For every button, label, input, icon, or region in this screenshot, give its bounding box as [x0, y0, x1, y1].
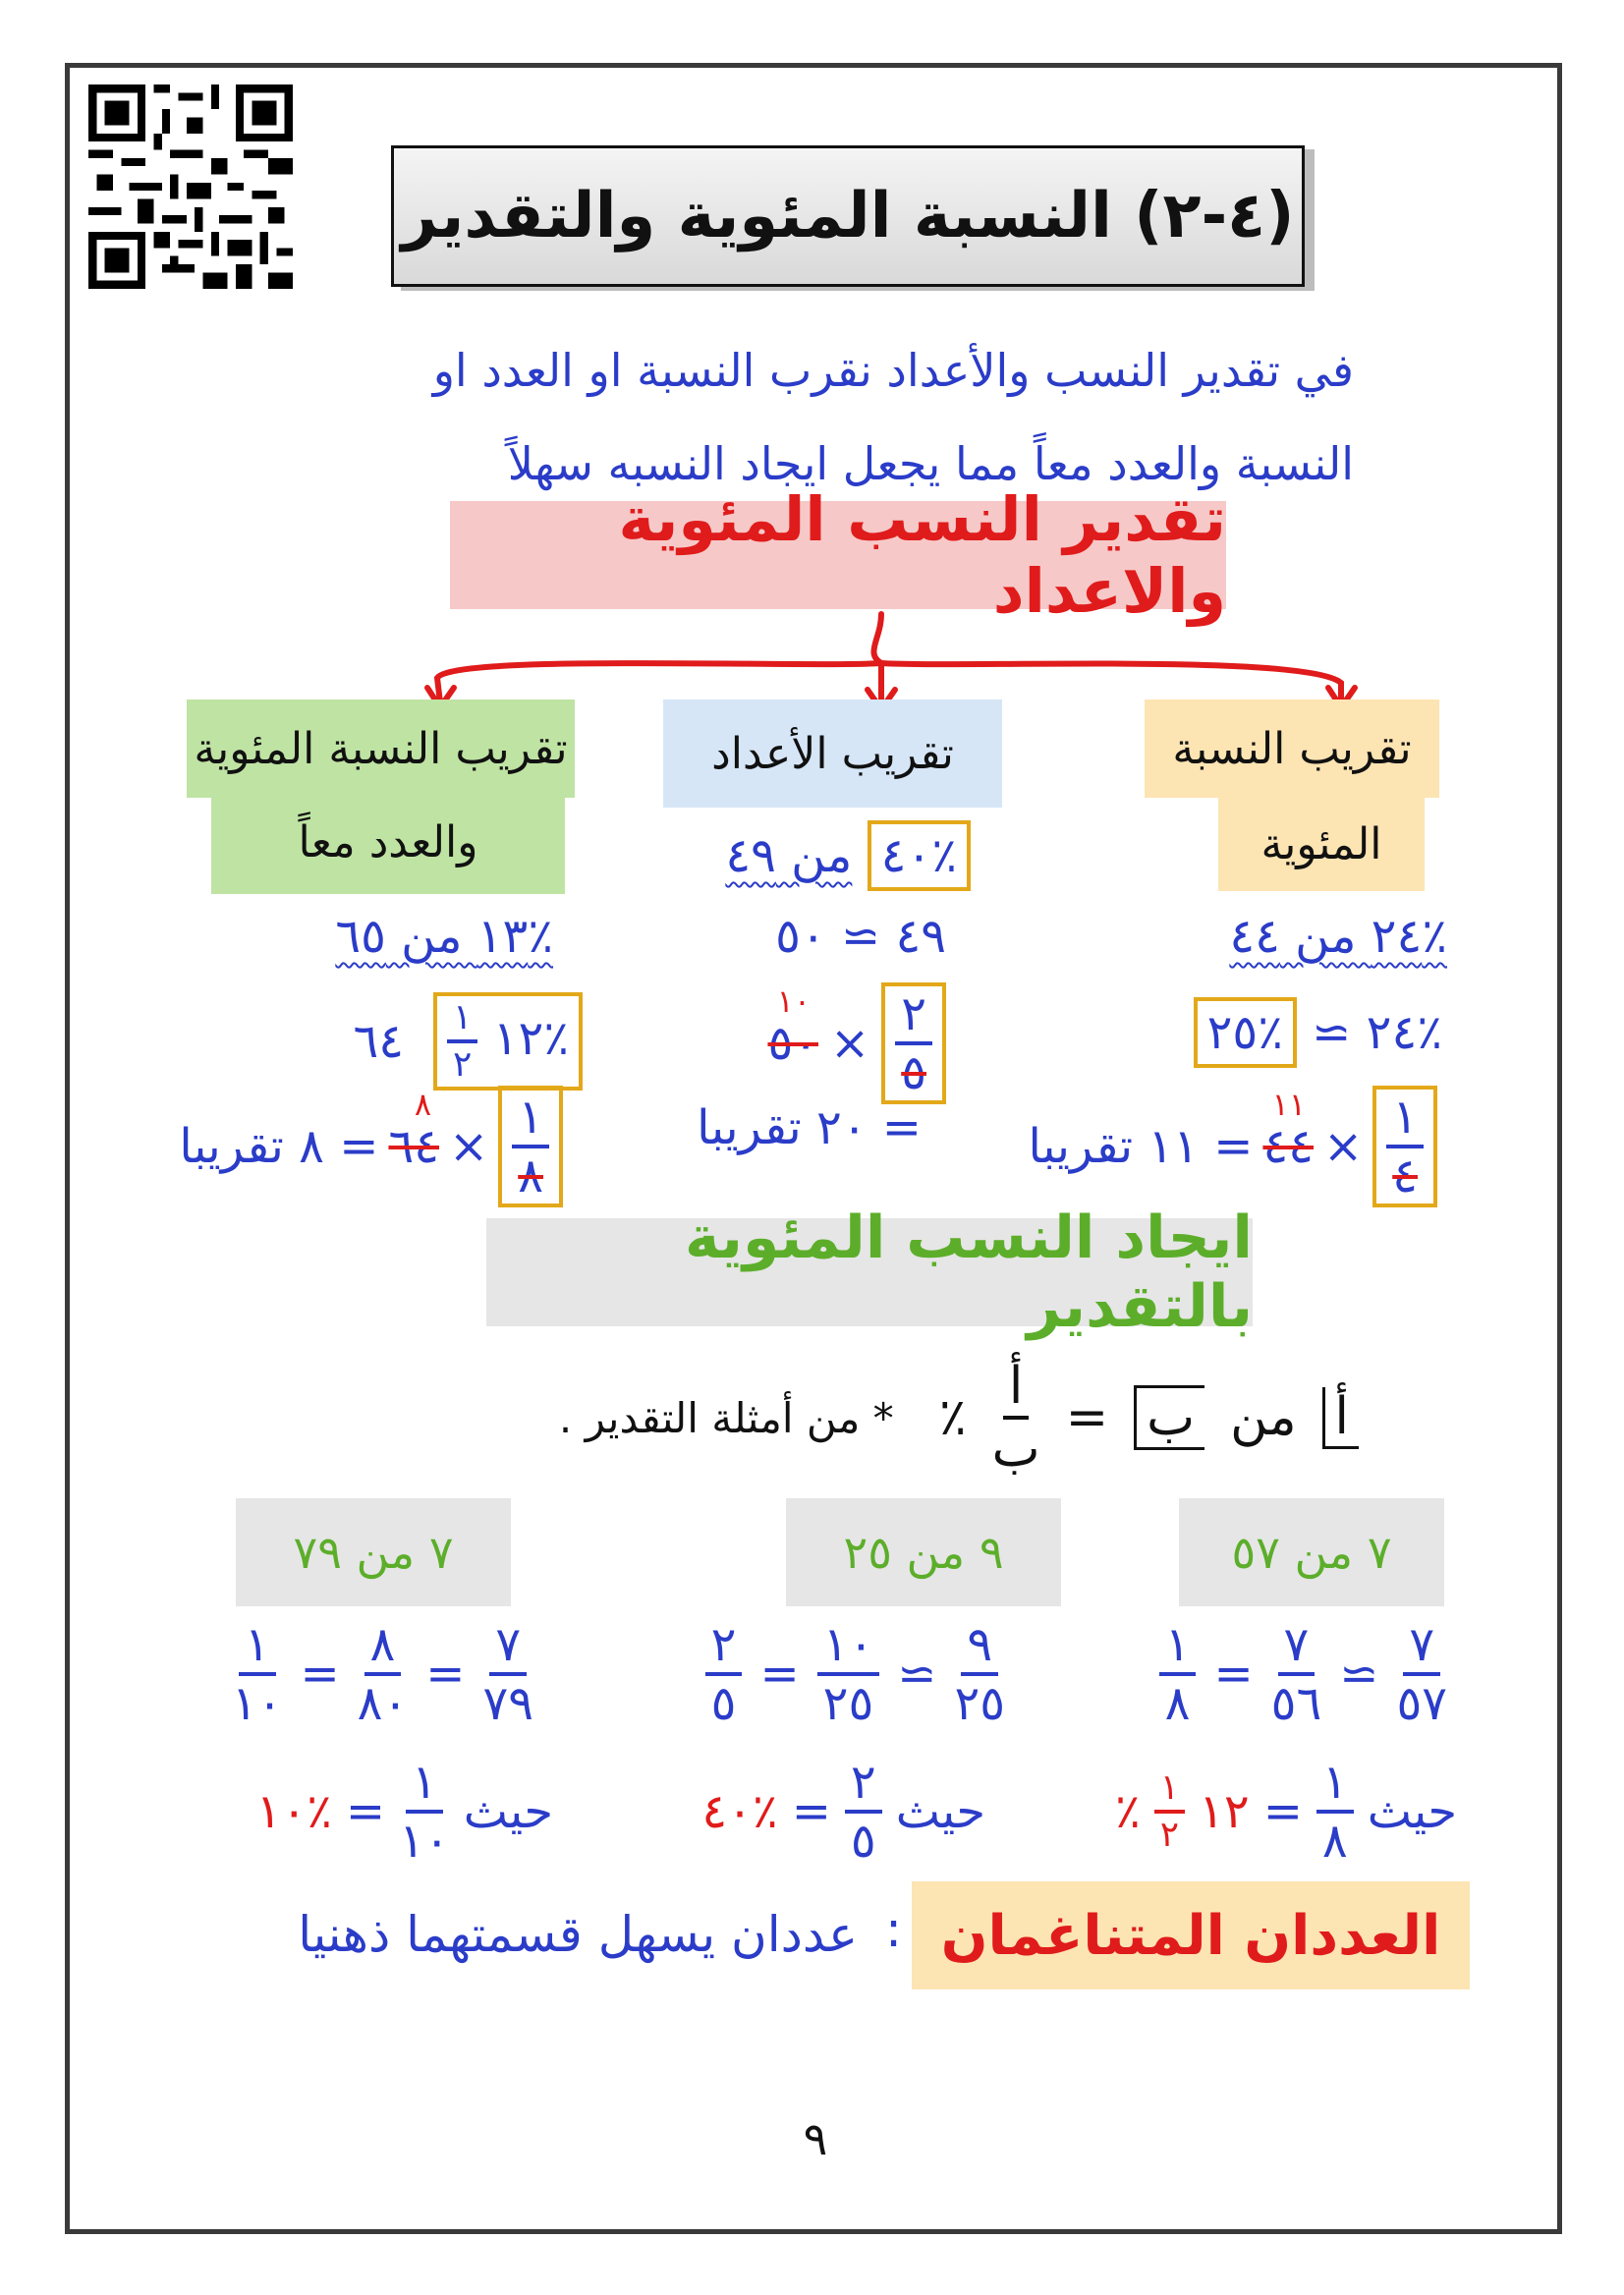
ex2-2-f3-den: ٥: [710, 1676, 737, 1731]
middle-approx-right: ٥٠: [775, 909, 826, 964]
formula-a: أ: [1322, 1387, 1359, 1449]
right-approx-sym: ≃: [1312, 1005, 1352, 1060]
right-frac: [1386, 1090, 1424, 1203]
ex2-1-s1: ≃: [1339, 1647, 1379, 1702]
left-approx-den: ٢: [453, 1044, 473, 1085]
category-percent-highlight-2: [1218, 798, 1425, 891]
qr-code-icon[interactable]: [88, 84, 293, 289]
left-approx-box: [433, 992, 583, 1091]
ex2-1-h-pct: ٪: [1115, 1784, 1141, 1839]
ex2-fracs-3: [231, 1617, 533, 1731]
right-frac-num: ١: [1386, 1093, 1424, 1148]
right-crossed-wrap: [1262, 1086, 1314, 1174]
page-number: ٩: [803, 2112, 828, 2165]
middle-frac: [895, 986, 932, 1100]
middle-problem-rest: من ٤٩: [725, 828, 853, 883]
formula-equals: =: [1065, 1388, 1109, 1447]
category-numbers-highlight: [663, 700, 1002, 808]
intro-line-1: في تقدير النسب والأعداد نقرب النسبة او العدد او: [432, 344, 1354, 397]
ex2-3-f2-den: ٨٠: [357, 1676, 409, 1731]
middle-approx: [775, 909, 946, 964]
ex2-2-f2-num: ١٠: [817, 1621, 880, 1676]
right-calc: [1029, 1086, 1437, 1207]
formula-from: من: [1230, 1388, 1297, 1447]
left-above: ٨: [414, 1086, 431, 1123]
left-approx: [353, 992, 583, 1091]
ex2-1-hence: حيث: [1367, 1784, 1457, 1839]
left-approx-right: ٦٤: [353, 1014, 405, 1069]
ex2-2-f1-den: ٢٥: [954, 1676, 1005, 1731]
left-calc: [179, 1086, 563, 1207]
ex2-fracs-1: [1159, 1617, 1447, 1731]
formula-row: [558, 1357, 1359, 1479]
ex2-2-f1-num: ٩: [961, 1621, 998, 1676]
banner-finding-percents: ايجاد النسب المئوية بالتقدير: [486, 1218, 1253, 1326]
ex2-2-f2-den: ٢٥: [822, 1676, 874, 1731]
left-crossed: ٦٤: [388, 1119, 439, 1174]
category-both-line2: والعدد معاً: [298, 817, 478, 868]
ex2-3-s2: =: [300, 1647, 340, 1702]
right-problem-text: ٪٢٤ من ٤٤: [1229, 909, 1447, 964]
right-crossed: ٤٤: [1262, 1119, 1314, 1174]
ex2-1-f1-num: ٧: [1403, 1621, 1440, 1676]
ex2-1-f1-den: ٥٧: [1396, 1676, 1447, 1731]
intro-line-2: النسبة والعدد معاً مما يجعل ايجاد النسبه سهلاً: [507, 437, 1354, 490]
category-both-highlight: [187, 700, 575, 798]
ex2-3-f3-den: ١٠: [231, 1676, 283, 1731]
ex2-3-f3-num: ١: [239, 1621, 276, 1676]
ex2-3-f1-den: ٧٩: [482, 1676, 533, 1731]
compatible-label: العددان المتناغمان: [912, 1881, 1470, 1989]
formula-num: أ: [1003, 1361, 1029, 1420]
ex2-2-hence: حيث: [895, 1784, 985, 1839]
ex2-hence-2: [701, 1755, 985, 1869]
middle-frac-box: [881, 982, 946, 1104]
ex2-2-h-num: ٢: [845, 1759, 882, 1814]
category-percent-line1: تقريب النسبة: [1172, 723, 1412, 774]
left-frac: [512, 1090, 549, 1203]
category-both-line1: تقريب النسبة المئوية: [194, 723, 568, 774]
ex2-label-2: ٩ من ٢٥: [786, 1498, 1061, 1606]
right-times: ×: [1323, 1119, 1364, 1174]
ex2-3-s1: =: [425, 1647, 466, 1702]
ex2-1-h-res-den: ٢: [1159, 1815, 1180, 1855]
left-frac-box: [498, 1086, 563, 1207]
category-both-highlight-2: [211, 791, 565, 894]
formula-percent: ٪: [938, 1388, 967, 1447]
ex2-3-f2-num: ٨: [364, 1621, 402, 1676]
middle-frac-num: ٢: [895, 990, 932, 1045]
ex2-1-f3-den: ٨: [1164, 1676, 1191, 1731]
left-problem: [335, 909, 553, 964]
ex2-1-h-num: ١: [1316, 1759, 1354, 1814]
ex2-2-f3-num: ٢: [705, 1621, 743, 1676]
formula-note: * من أمثلة التقدير .: [558, 1393, 894, 1442]
right-problem: [1229, 909, 1447, 964]
left-approx-int: ٪١٢: [492, 1011, 569, 1066]
ex2-label-3: ٧ من ٧٩: [236, 1498, 511, 1606]
left-crossed-wrap: [388, 1086, 439, 1174]
ex2-2-h-eq: =: [791, 1784, 831, 1839]
banner-estimating-percents: تقدير النسب المئوية والاعداد: [450, 501, 1226, 609]
ex2-1-h-eq: =: [1262, 1784, 1303, 1839]
middle-approx-left: ٤٩: [895, 909, 946, 964]
right-frac-den: ٤: [1392, 1148, 1418, 1203]
ex2-hence-3: [255, 1755, 553, 1869]
category-percent-line2: المئوية: [1260, 819, 1382, 869]
left-frac-num: ١: [512, 1093, 549, 1148]
ex2-2-s2: =: [759, 1647, 800, 1702]
left-result: = ٨ تقريبا: [179, 1119, 379, 1174]
ex2-2-h-den: ٥: [850, 1814, 876, 1869]
right-approx: [1194, 997, 1442, 1068]
ex2-1-f3-num: ١: [1159, 1621, 1197, 1676]
category-percent-highlight: [1145, 700, 1439, 798]
middle-crossed-wrap: [767, 982, 818, 1071]
middle-problem: [725, 820, 971, 891]
ex2-3-h-num: ١: [406, 1759, 443, 1814]
formula-b: ب: [1134, 1385, 1204, 1450]
formula-den: ب: [991, 1420, 1040, 1479]
left-approx-frac: [447, 997, 477, 1085]
ex2-3-h-res: ٪١٠: [255, 1784, 332, 1839]
ex2-1-s2: =: [1213, 1647, 1254, 1702]
middle-crossed: ٥٠: [767, 1016, 818, 1071]
ex2-fracs-2: [705, 1617, 1005, 1731]
middle-times: ×: [830, 1016, 870, 1071]
middle-approx-sym: ≃: [840, 909, 881, 964]
middle-result: = ٢٠ تقريبا: [697, 1100, 922, 1155]
ex2-1-h-res-int: ١٢: [1199, 1784, 1250, 1839]
middle-above: ١٠: [776, 982, 811, 1020]
ex2-1-f2-num: ٧: [1278, 1621, 1316, 1676]
middle-frac-den: ٥: [901, 1045, 926, 1100]
left-frac-den: ٨: [518, 1148, 543, 1203]
right-above: ١١: [1271, 1086, 1306, 1123]
compatible-definition: عددان يسهل قسمتهما ذهنيا: [298, 1906, 858, 1963]
ex2-3-f1-num: ٧: [489, 1621, 527, 1676]
page-title: (٤-٢) النسبة المئوية والتقدير: [401, 180, 1295, 252]
title-box: [391, 145, 1305, 287]
ex2-1-f2-den: ٥٦: [1270, 1676, 1322, 1731]
ex2-1-h-den: ٨: [1321, 1814, 1348, 1869]
ex2-3-h-eq: =: [345, 1784, 386, 1839]
ex2-label-1: ٧ من ٥٧: [1179, 1498, 1444, 1606]
left-times: ×: [449, 1119, 489, 1174]
ex2-hence-1: [1115, 1755, 1457, 1869]
compatible-colon: :: [885, 1901, 902, 1958]
formula-frac: [991, 1357, 1040, 1479]
left-approx-num: ١: [447, 1000, 477, 1043]
right-frac-box: [1372, 1086, 1437, 1207]
ex2-2-h-res: ٪٤٠: [701, 1784, 778, 1839]
middle-problem-box: ٪٤٠: [868, 820, 971, 891]
right-approx-right: ٪٢٤: [1366, 1005, 1442, 1060]
left-problem-text: ٪١٣ من ٦٥: [335, 909, 553, 964]
ex2-3-hence: حيث: [463, 1784, 553, 1839]
ex2-1-h-res-num: ١: [1154, 1770, 1185, 1814]
ex2-2-s1: ≃: [897, 1647, 937, 1702]
right-result: = ١١ تقريبا: [1028, 1119, 1254, 1174]
category-numbers-line1: تقريب الأعداد: [711, 728, 954, 779]
right-approx-box: ٪٢٥: [1194, 997, 1297, 1068]
ex2-3-h-den: ١٠: [399, 1814, 450, 1869]
middle-calc: [767, 982, 946, 1104]
